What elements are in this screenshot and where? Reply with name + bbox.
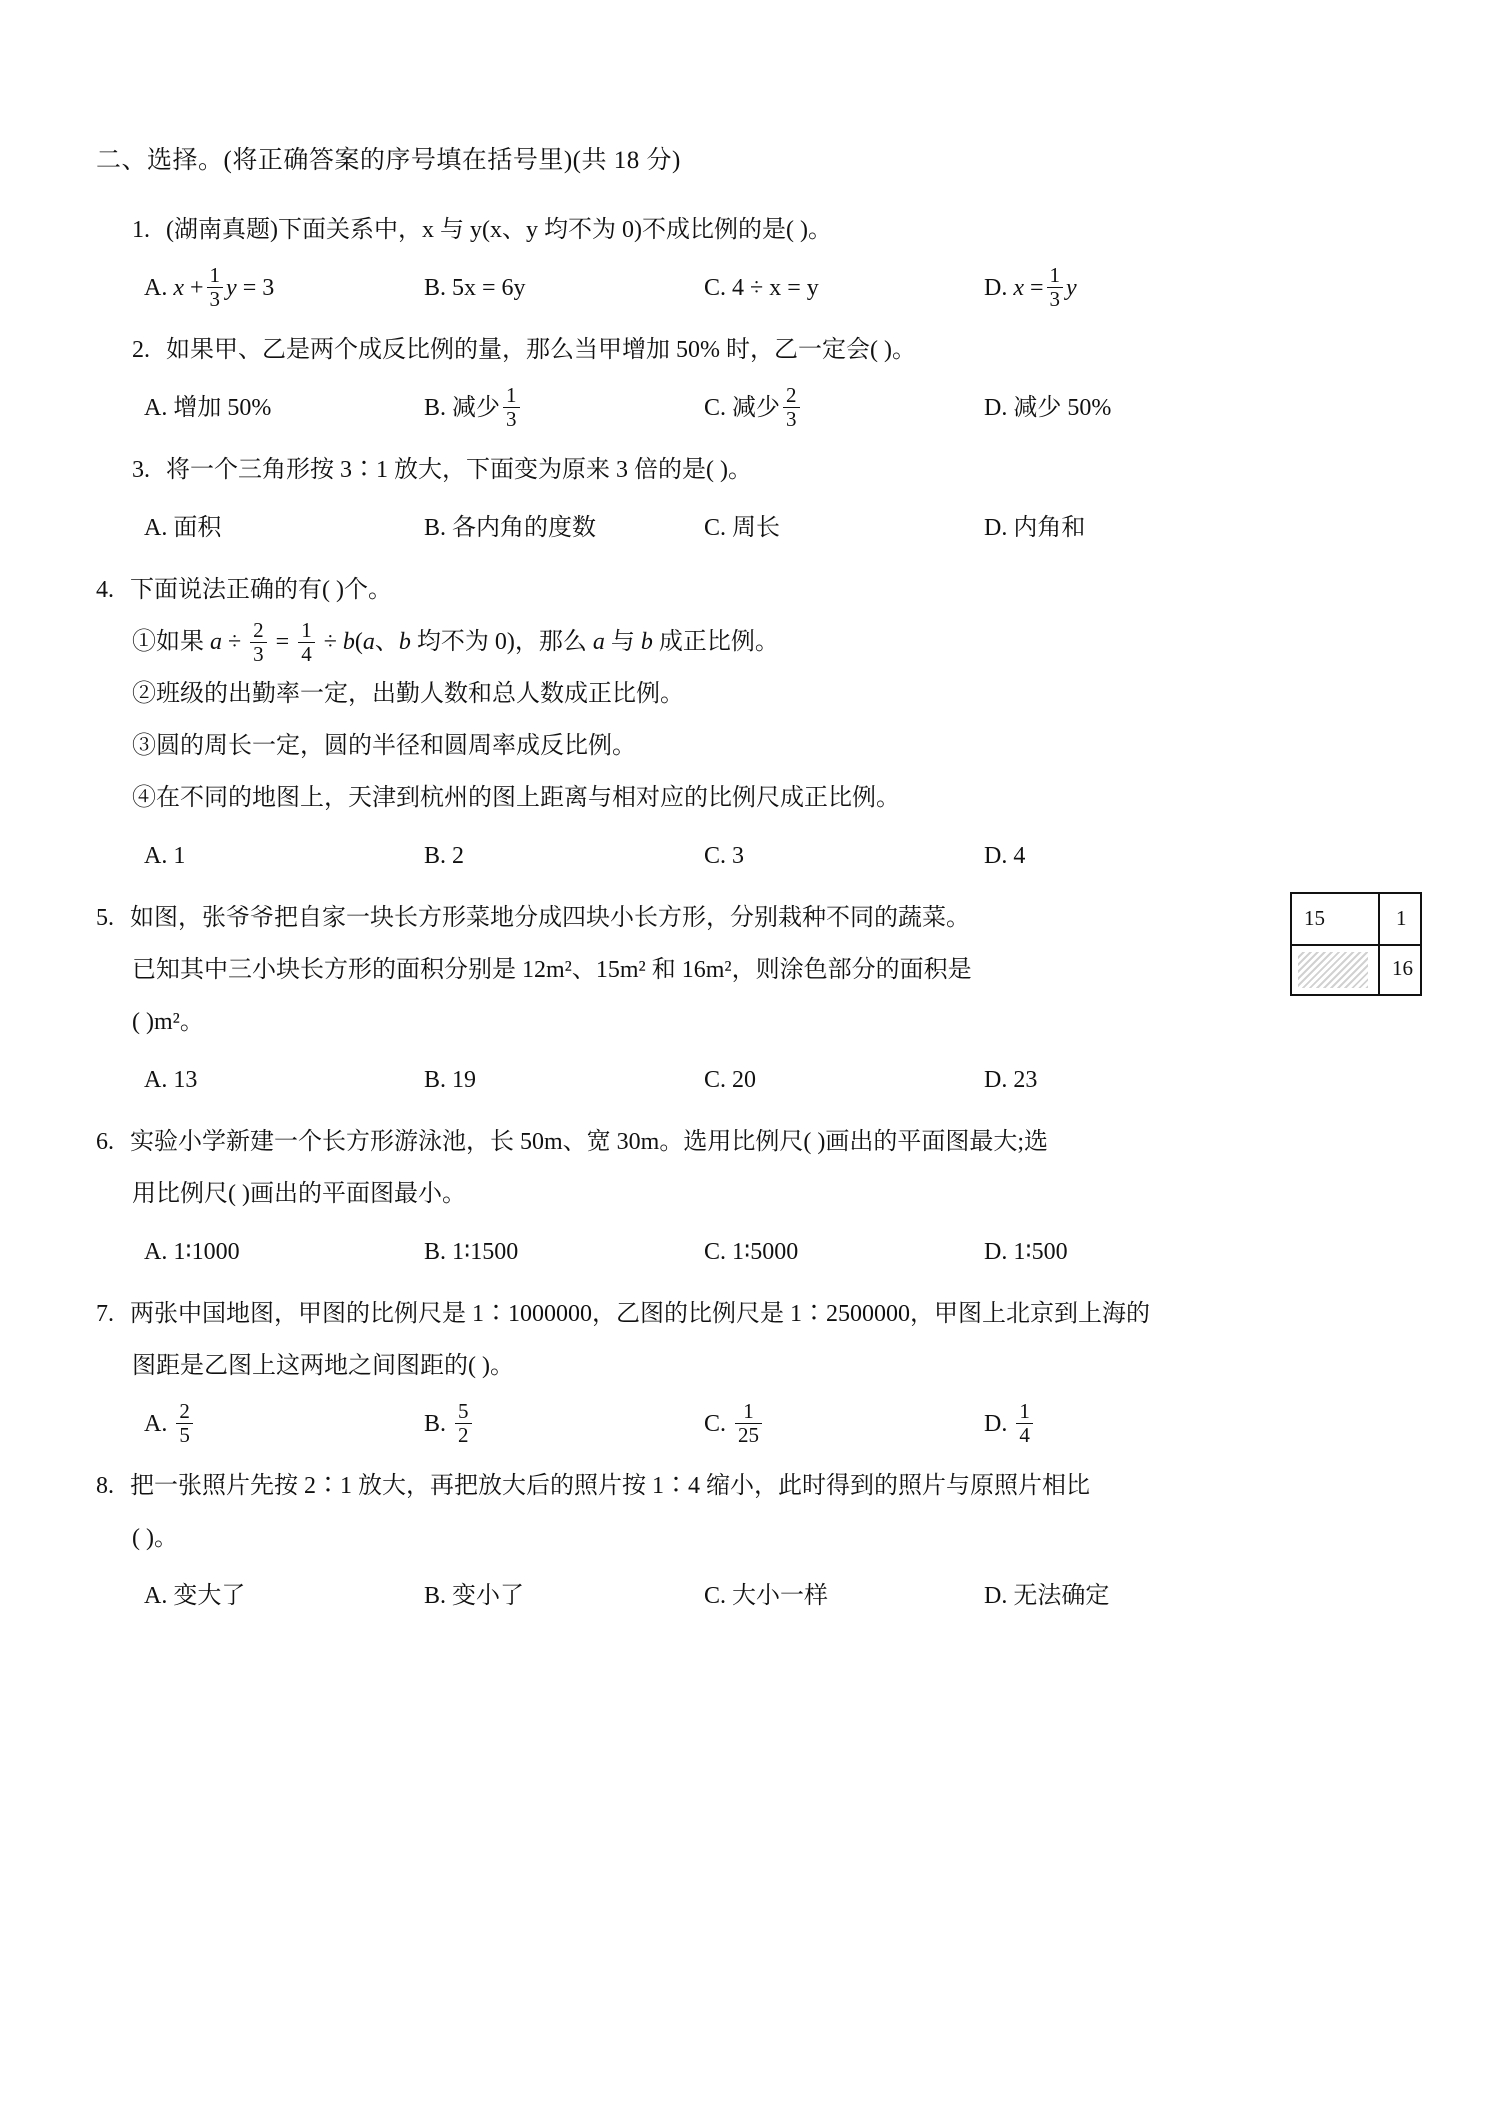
question-7-option-b[interactable] (424, 1398, 704, 1450)
question-3 (96, 444, 1416, 554)
question-6-stem-line-2: 用比例尺( )画出的平面图最小。 (132, 1181, 466, 1207)
option-label: A. (144, 275, 168, 301)
option-label: A. (144, 395, 168, 421)
option-label: D. (984, 1067, 1008, 1093)
option-label: D. (984, 1411, 1008, 1437)
option-label: B. (424, 843, 447, 869)
fraction-two-thirds: $\frac{2}{3}$ (783, 384, 800, 430)
option-text: 4 ÷ x = y (732, 275, 819, 301)
question-6-option-d[interactable] (984, 1226, 1264, 1278)
question-7-options (96, 1398, 1416, 1450)
question-8-option-d[interactable] (984, 1570, 1264, 1622)
option-label: D. (984, 1583, 1008, 1609)
option-text: 20 (732, 1067, 757, 1093)
option-text: 变大了 (173, 1583, 246, 1609)
question-5-option-c[interactable] (704, 1054, 984, 1106)
question-4-option-c[interactable] (704, 830, 984, 882)
question-8-text: 把一张照片先按 2∶1 放大，再把放大后的照片按 1∶4 缩小，此时得到的照片与原照片相比 (130, 1473, 1090, 1499)
question-6-options (96, 1226, 1416, 1278)
question-4-sub-3: ③圆的周长一定，圆的半径和圆周率成反比例。 (132, 733, 636, 759)
option-label: B. (424, 1411, 447, 1437)
option-label: B. (424, 275, 447, 301)
option-text: 13 (173, 1067, 198, 1093)
question-8-number: 8. (96, 1473, 114, 1499)
option-label: A. (144, 1583, 168, 1609)
option-label: B. (424, 515, 447, 541)
question-3-option-a[interactable] (144, 502, 424, 554)
option-label: C. (704, 275, 727, 301)
option-text: 3 (732, 843, 745, 869)
option-text: 1∶1000 (173, 1239, 240, 1265)
question-1-number: 1. (132, 217, 150, 243)
option-text: 增加 50% (173, 395, 272, 421)
option-text: 减少 (732, 395, 781, 421)
question-7-stem-line-2: 图距是乙图上这两地之间图距的( )。 (132, 1353, 514, 1379)
option-text: 1∶500 (1013, 1239, 1068, 1265)
fraction-five-halves: $\frac{5}{2}$ (455, 1400, 472, 1446)
worksheet-content (96, 140, 1416, 1632)
option-label: D. (984, 843, 1008, 869)
question-1-options (96, 262, 1416, 314)
question-3-options (96, 502, 1416, 554)
question-5-number: 5. (96, 905, 114, 931)
figure-cell-15: 15 (1304, 906, 1325, 930)
option-text: 内角和 (1013, 515, 1086, 541)
option-text: 5x = 6y (452, 275, 526, 301)
question-6-stem-line-1 (96, 1116, 1416, 1168)
option-text: 无法确定 (1013, 1583, 1110, 1609)
question-4-sub-1: ①如果 a ÷ $\frac{2}{3}$ = $\frac{1}{4}$ ÷ b(a、b 均不为 0)，那么 a 与 b 成正比例。 (132, 618, 779, 666)
question-2-option-d[interactable] (984, 382, 1264, 434)
question-6 (96, 1116, 1416, 1278)
option-text: 减少 50% (1013, 395, 1112, 421)
question-4-option-a[interactable] (144, 830, 424, 882)
question-1-stem (96, 204, 1416, 256)
question-7-number: 7. (96, 1301, 114, 1327)
question-2 (96, 324, 1416, 434)
question-8 (96, 1460, 1416, 1622)
question-2-option-a[interactable] (144, 382, 424, 434)
question-8-stem-line-2: ( )。 (132, 1525, 178, 1551)
question-5-text: 如图，张爷爷把自家一块长方形菜地分成四块小长方形，分别栽种不同的蔬菜。 (130, 905, 970, 931)
option-label: D. (984, 1239, 1008, 1265)
option-label: A. (144, 1411, 168, 1437)
fraction-two-fifths: $\frac{2}{5}$ (176, 1400, 193, 1446)
question-4-option-b[interactable] (424, 830, 704, 882)
question-3-text: 将一个三角形按 3∶1 放大，下面变为原来 3 倍的是( )。 (166, 457, 752, 483)
question-7-text: 两张中国地图，甲图的比例尺是 1∶1000000，乙图的比例尺是 1∶2500000，甲图上北京到上海的 (130, 1301, 1150, 1327)
question-5-options (96, 1054, 1416, 1106)
question-3-option-d[interactable] (984, 502, 1264, 554)
question-4-sub-4: ④在不同的地图上，天津到杭州的图上距离与相对应的比例尺成正比例。 (132, 785, 900, 811)
option-text: 1∶1500 (452, 1239, 519, 1265)
option-label: C. (704, 843, 727, 869)
question-1-text: (湖南真题)下面关系中，x 与 y(x、y 均不为 0)不成比例的是( )。 (166, 217, 832, 243)
option-label: A. (144, 515, 168, 541)
question-5-stem-line-1 (96, 892, 1196, 944)
question-1-option-d[interactable]: D. x = $\frac{1}{3}$ y (984, 262, 1264, 314)
question-5-option-b[interactable] (424, 1054, 704, 1106)
option-text: 23 (1013, 1067, 1038, 1093)
question-5-stem-line-3: ( )m²。 (132, 1009, 204, 1035)
option-label: C. (704, 1067, 727, 1093)
question-7-option-a[interactable] (144, 1398, 424, 1450)
option-label: C. (704, 395, 727, 421)
question-7-stem-line-1 (96, 1288, 1416, 1340)
option-text: 变小了 (452, 1583, 525, 1609)
question-8-option-c[interactable] (704, 1570, 984, 1622)
fraction-one-third: $\frac{1}{3}$ (1047, 264, 1064, 310)
option-text: 减少 (452, 395, 501, 421)
question-5-option-d[interactable] (984, 1054, 1264, 1106)
option-text: 各内角的度数 (452, 515, 597, 541)
option-label: C. (704, 1411, 727, 1437)
fraction-two-thirds: $\frac{2}{3}$ (250, 619, 267, 665)
option-text: 1 (173, 843, 186, 869)
option-text: 19 (452, 1067, 477, 1093)
question-2-option-c[interactable] (704, 382, 984, 434)
fraction-one-third: $\frac{1}{3}$ (503, 384, 520, 430)
option-text: 周长 (732, 515, 781, 541)
question-1-option-c[interactable] (704, 262, 984, 314)
question-6-option-c[interactable] (704, 1226, 984, 1278)
question-1-option-a[interactable]: A. x + $\frac{1}{3}$ y = 3 (144, 262, 424, 314)
question-2-stem (96, 324, 1416, 376)
option-text: 2 (452, 843, 465, 869)
question-8-option-b[interactable] (424, 1570, 704, 1622)
question-4-option-d[interactable] (984, 830, 1264, 882)
question-8-option-a[interactable] (144, 1570, 424, 1622)
question-7-option-c[interactable] (704, 1398, 984, 1450)
question-1 (96, 204, 1416, 314)
question-4-stem (96, 564, 1416, 616)
figure-shaded-region (1298, 952, 1368, 988)
option-text: 1∶5000 (732, 1239, 799, 1265)
option-label: A. (144, 1239, 168, 1265)
question-4-number: 4. (96, 577, 114, 603)
question-4-text: 下面说法正确的有( )个。 (130, 577, 392, 603)
question-3-stem (96, 444, 1416, 496)
option-text: 4 (1013, 843, 1026, 869)
fraction-one-fourth: $\frac{1}{4}$ (298, 619, 315, 665)
question-2-option-b[interactable] (424, 382, 704, 434)
question-4-sub-2: ②班级的出勤率一定，出勤人数和总人数成正比例。 (132, 681, 684, 707)
question-8-options (96, 1570, 1416, 1622)
question-6-number: 6. (96, 1129, 114, 1155)
option-label: A. (144, 843, 168, 869)
figure-horizontal-divider (1292, 944, 1420, 946)
option-label: C. (704, 515, 727, 541)
option-label: C. (704, 1583, 727, 1609)
question-6-option-b[interactable] (424, 1226, 704, 1278)
question-3-number: 3. (132, 457, 150, 483)
figure-cell-1: 1 (1396, 906, 1407, 930)
option-label: B. (424, 1583, 447, 1609)
question-5-option-a[interactable] (144, 1054, 424, 1106)
question-6-option-a[interactable] (144, 1226, 424, 1278)
question-5 (96, 892, 1416, 1106)
question-6-text: 实验小学新建一个长方形游泳池，长 50m、宽 30m。选用比例尺( )画出的平面图最大;选 (130, 1129, 1048, 1155)
question-4-options (96, 830, 1416, 882)
fraction-one-fourth: $\frac{1}{4}$ (1016, 1400, 1033, 1446)
question-7-option-d[interactable] (984, 1398, 1264, 1450)
section-title: 二、选择。(将正确答案的序号填在括号里)(共 18 分) (96, 147, 681, 174)
option-label: D. (984, 395, 1008, 421)
option-label: D. (984, 515, 1008, 541)
question-5-body (96, 892, 1196, 1048)
rectangle-grid-figure (1290, 892, 1422, 996)
question-2-options (96, 382, 1416, 434)
question-5-stem-line-2: 已知其中三小块长方形的面积分别是 12m²、15m² 和 16m²，则涂色部分的面积是 (132, 957, 972, 983)
option-label: B. (424, 1067, 447, 1093)
fraction-one-twentyfifth: $\frac{1}{25}$ (735, 1400, 762, 1446)
option-label: D. (984, 275, 1008, 301)
option-text: 面积 (173, 515, 222, 541)
question-7 (96, 1288, 1416, 1450)
option-label: B. (424, 395, 447, 421)
option-label: B. (424, 1239, 447, 1265)
question-4 (96, 564, 1416, 882)
option-text: 大小一样 (732, 1583, 829, 1609)
question-1-option-b[interactable] (424, 262, 704, 314)
option-label: C. (704, 1239, 727, 1265)
question-2-number: 2. (132, 337, 150, 363)
question-2-text: 如果甲、乙是两个成反比例的量，那么当甲增加 50% 时，乙一定会( )。 (166, 337, 916, 363)
question-3-option-b[interactable] (424, 502, 704, 554)
question-8-stem-line-1 (96, 1460, 1416, 1512)
figure-cell-16: 16 (1392, 956, 1413, 980)
question-3-option-c[interactable] (704, 502, 984, 554)
option-label: A. (144, 1067, 168, 1093)
fraction-one-third: $\frac{1}{3}$ (207, 264, 224, 310)
